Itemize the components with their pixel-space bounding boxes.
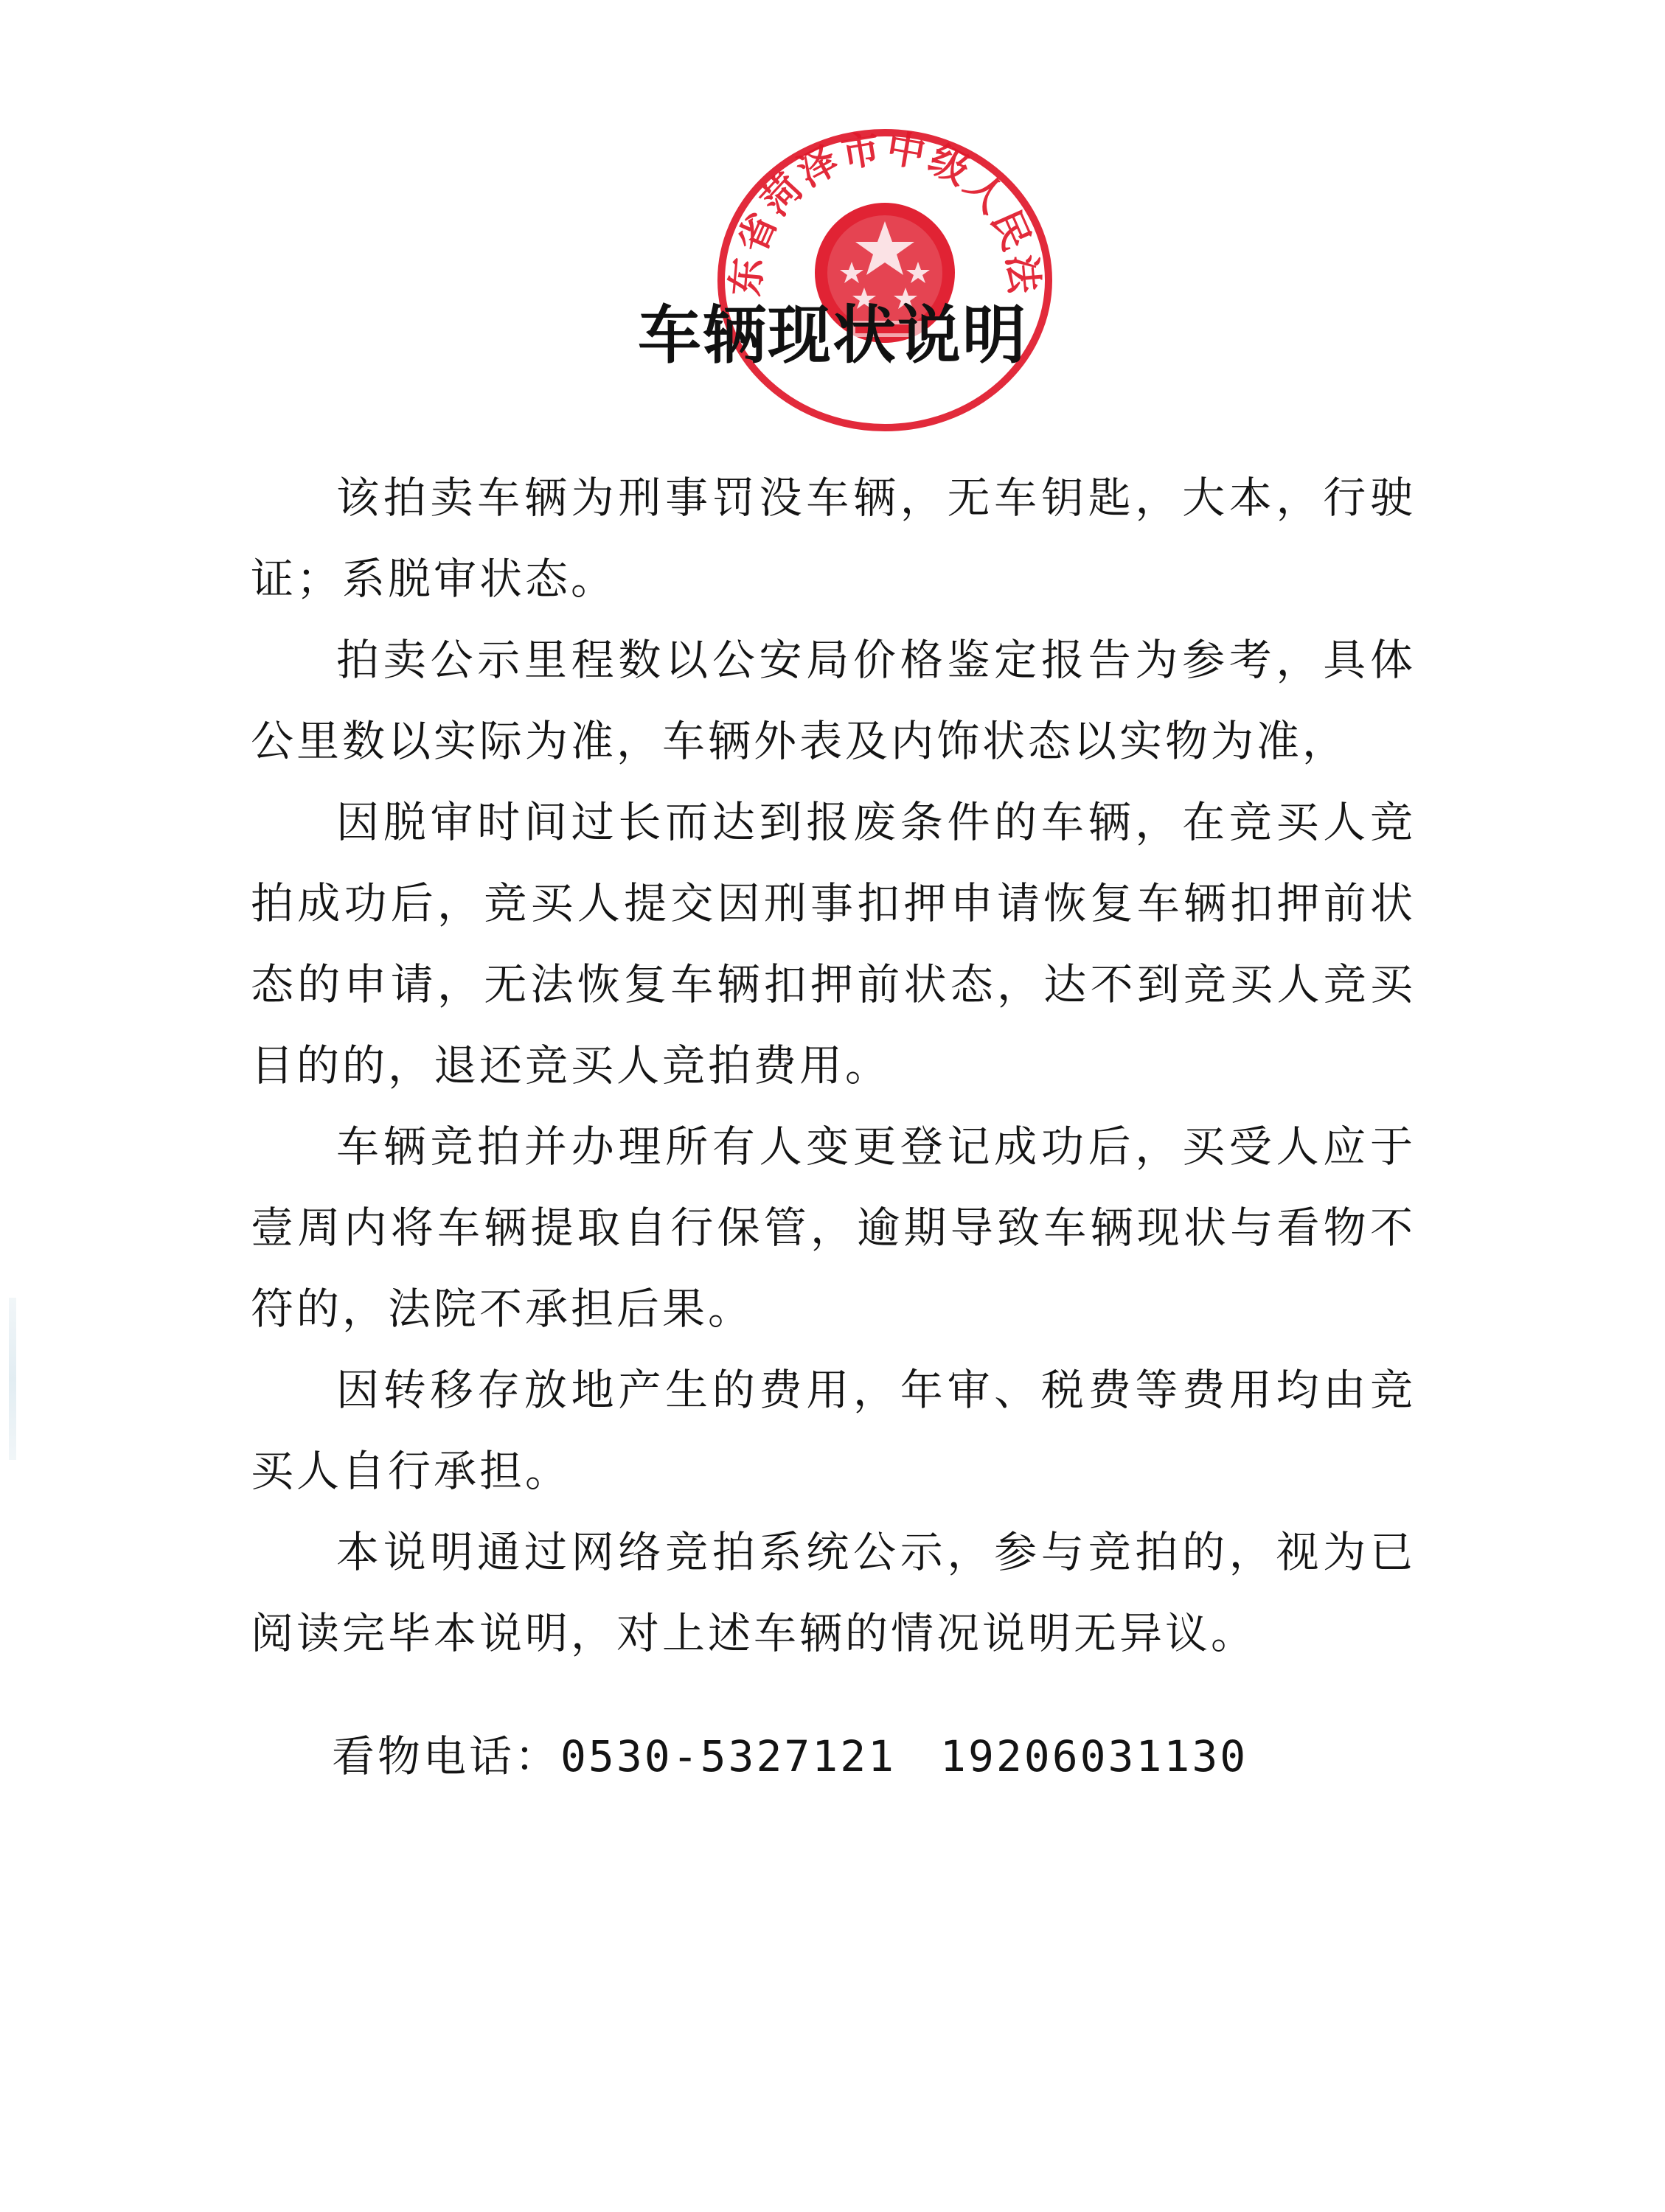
phone-mobile: 19206031130 xyxy=(940,1731,1248,1781)
document-body xyxy=(251,457,1416,1674)
paragraph-vehicle-status: 该拍卖车辆为刑事罚没车辆，无车钥匙，大本，行驶证；系脱审状态。 xyxy=(251,473,1416,604)
contact-label: 看物电话： xyxy=(332,1731,561,1781)
paragraph-acknowledgement: 本说明通过网络竞拍系统公示，参与竞拍的，视为已阅读完毕本说明，对上述车辆的情况说明无异议。 xyxy=(251,1527,1416,1658)
contact-phone-line xyxy=(332,1722,1248,1784)
document-title: 车辆现状说明 xyxy=(638,298,1027,372)
phone-landline: 0530-5327121 xyxy=(560,1731,897,1781)
paragraph-pickup-deadline: 车辆竞拍并办理所有人变更登记成功后，买受人应于壹周内将车辆提取自行保管，逾期导致车辆现状与看物不符的，法院不承担后果。 xyxy=(251,1121,1416,1334)
court-seal-stamp xyxy=(708,111,1062,435)
svg-text:山东省菏泽市中级人民法院: 东省菏泽市中级人民法 xyxy=(723,125,1047,299)
paragraph-scrap-refund: 因脱审时间过长而达到报废条件的车辆，在竞买人竞拍成功后，竞买人提交因刑事扣押申请恢复车辆扣押前状态的申请，无法恢复车辆扣押前状态，达不到竞买人竞买目的的，退还竞买人竞拍费用。 xyxy=(251,797,1416,1091)
paragraph-fees: 因转移存放地产生的费用，年审、税费等费用均由竞买人自行承担。 xyxy=(251,1365,1416,1496)
seal-graphic xyxy=(708,111,1062,435)
scan-edge-artifact xyxy=(9,1298,16,1460)
paragraph-mileage: 拍卖公示里程数以公安局价格鉴定报告为参考，具体公里数以实际为准，车辆外表及内饰状态以实物为准， xyxy=(251,635,1416,766)
